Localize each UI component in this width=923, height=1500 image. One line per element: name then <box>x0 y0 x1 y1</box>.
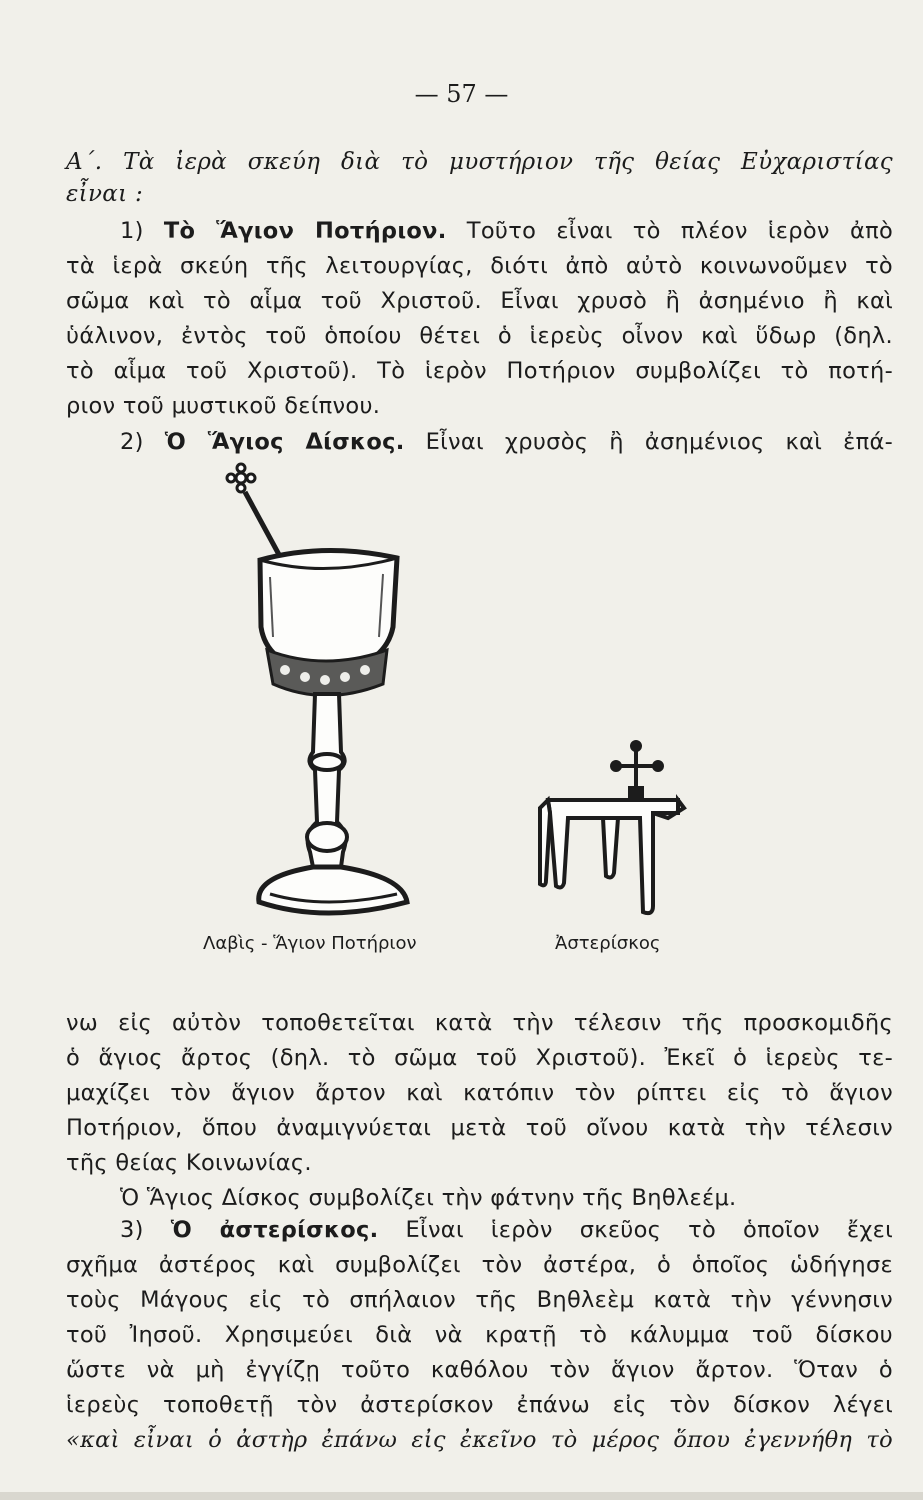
paragraph-3-line-4: τοῦ Ἰησοῦ. Χρησιμεύει διὰ νὰ κρατῇ τὸ κάλυμμα τοῦ δίσκου <box>66 1322 893 1348</box>
paragraph-3-line-3: τοὺς Μάγους εἰς τὸ σπήλαιον τῆς Βηθλεὲμ κατὰ τὴν γέννησιν <box>66 1287 893 1313</box>
page-number: — 57 — <box>414 80 509 108</box>
paragraph-3-line-7: «καὶ εἶναι ὁ ἀστὴρ ἐπάνω εἰς ἐκεῖνο τὸ μέρος ὅπου ἐγεννήθη τὸ <box>66 1427 893 1453</box>
caption-chalice: Λαβὶς - Ἅγιον Ποτήριον <box>203 933 417 954</box>
paragraph-1-line-1 <box>120 216 893 246</box>
paragraph-3-line-2: σχῆμα ἀστέρος καὶ συμβολίζει τὸν ἀστέρα, ὁ ὁποῖος ὡδήγησε <box>66 1252 893 1278</box>
chalice-illustration <box>225 462 425 927</box>
paragraph-3-line-6: ἱερεὺς τοποθετῇ τὸν ἀστερίσκον ἐπάνω εἰς τὸν δίσκον λέγει <box>66 1392 893 1418</box>
paragraph-2-line-1 <box>120 427 893 457</box>
section-heading: Α΄. Τὰ ἱερὰ σκεύη διὰ τὸ μυστήριον τῆς θείας Εὐχαριστίας <box>66 149 893 175</box>
item-number-2: 2) <box>120 429 144 455</box>
asterisk-illustration <box>528 738 690 920</box>
paragraph-2-line-7: Ὁ Ἅγιος Δίσκος συμβολίζει τὴν φάτνην τῆς Βηθλεέμ. <box>120 1185 737 1211</box>
paragraph-2-line-4: μαχίζει τὸν ἅγιον ἄρτον καὶ κατόπιν τὸν ρίπτει εἰς τὸ ἅγιον <box>66 1080 893 1106</box>
item-number-3: 3) <box>120 1217 144 1243</box>
paragraph-2-line-5: Ποτήριον, ὅπου ἀναμιγνύεται μετὰ τοῦ οἴνου κατὰ τὴν τέλεσιν <box>66 1115 893 1141</box>
item-title-disk: Ὁ Ἅγιος Δίσκος. <box>164 429 405 455</box>
page-edge <box>0 1492 923 1500</box>
paragraph-1-line-5: τὸ αἷμα τοῦ Χριστοῦ). Τὸ ἱερὸν Ποτήριον συμβολίζει τὸ ποτή- <box>66 358 893 384</box>
paragraph-2-line-3: ὁ ἅγιος ἄρτος (δηλ. τὸ σῶμα τοῦ Χριστοῦ). Ἐκεῖ ὁ ἱερεὺς τε- <box>66 1045 893 1071</box>
paragraph-1-line-2: τὰ ἱερὰ σκεύη τῆς λειτουργίας, διότι ἀπὸ αὐτὸ κοινωνοῦμεν τὸ <box>66 253 893 279</box>
paragraph-1-text: Τοῦτο εἶναι τὸ πλέον ἱερὸν ἀπὸ <box>446 218 894 244</box>
paragraph-3-text: Εἶναι ἱερὸν σκεῦος τὸ ὁποῖον ἔχει <box>378 1217 893 1243</box>
item-title-asterisk: Ὁ ἀστερίσκος. <box>170 1217 379 1243</box>
item-title-chalice: Τὸ Ἅγιον Ποτήριον. <box>163 218 447 244</box>
paragraph-2-text: Εἶναι χρυσὸς ἢ ἀσημένιος καὶ ἐπά- <box>404 429 894 455</box>
item-number-1: 1) <box>120 218 144 244</box>
paragraph-2-line-2: νω εἰς αὐτὸν τοποθετεῖται κατὰ τὴν τέλεσιν τῆς προσκομιδῆς <box>66 1010 893 1036</box>
caption-asterisk: Ἀστερίσκος <box>555 933 661 954</box>
paragraph-3-line-5: ὥστε νὰ μὴ ἐγγίζῃ τοῦτο καθόλου τὸν ἅγιον ἄρτον. Ὅταν ὁ <box>66 1357 893 1383</box>
paragraph-1-line-3: σῶμα καὶ τὸ αἷμα τοῦ Χριστοῦ. Εἶναι χρυσὸ ἢ ἀσημένιο ἢ καὶ <box>66 288 893 314</box>
paragraph-2-line-6: τῆς θείας Κοινωνίας. <box>66 1150 312 1176</box>
paragraph-3-line-1 <box>120 1215 893 1245</box>
paragraph-1-line-6: ριον τοῦ μυστικοῦ δείπνου. <box>66 393 381 419</box>
paragraph-1-line-4: ὑάλινον, ἐντὸς τοῦ ὁποίου θέτει ὁ ἱερεὺς οἶνον καὶ ὕδωρ (δηλ. <box>66 323 893 349</box>
section-heading-cont: εἶναι : <box>66 181 144 207</box>
